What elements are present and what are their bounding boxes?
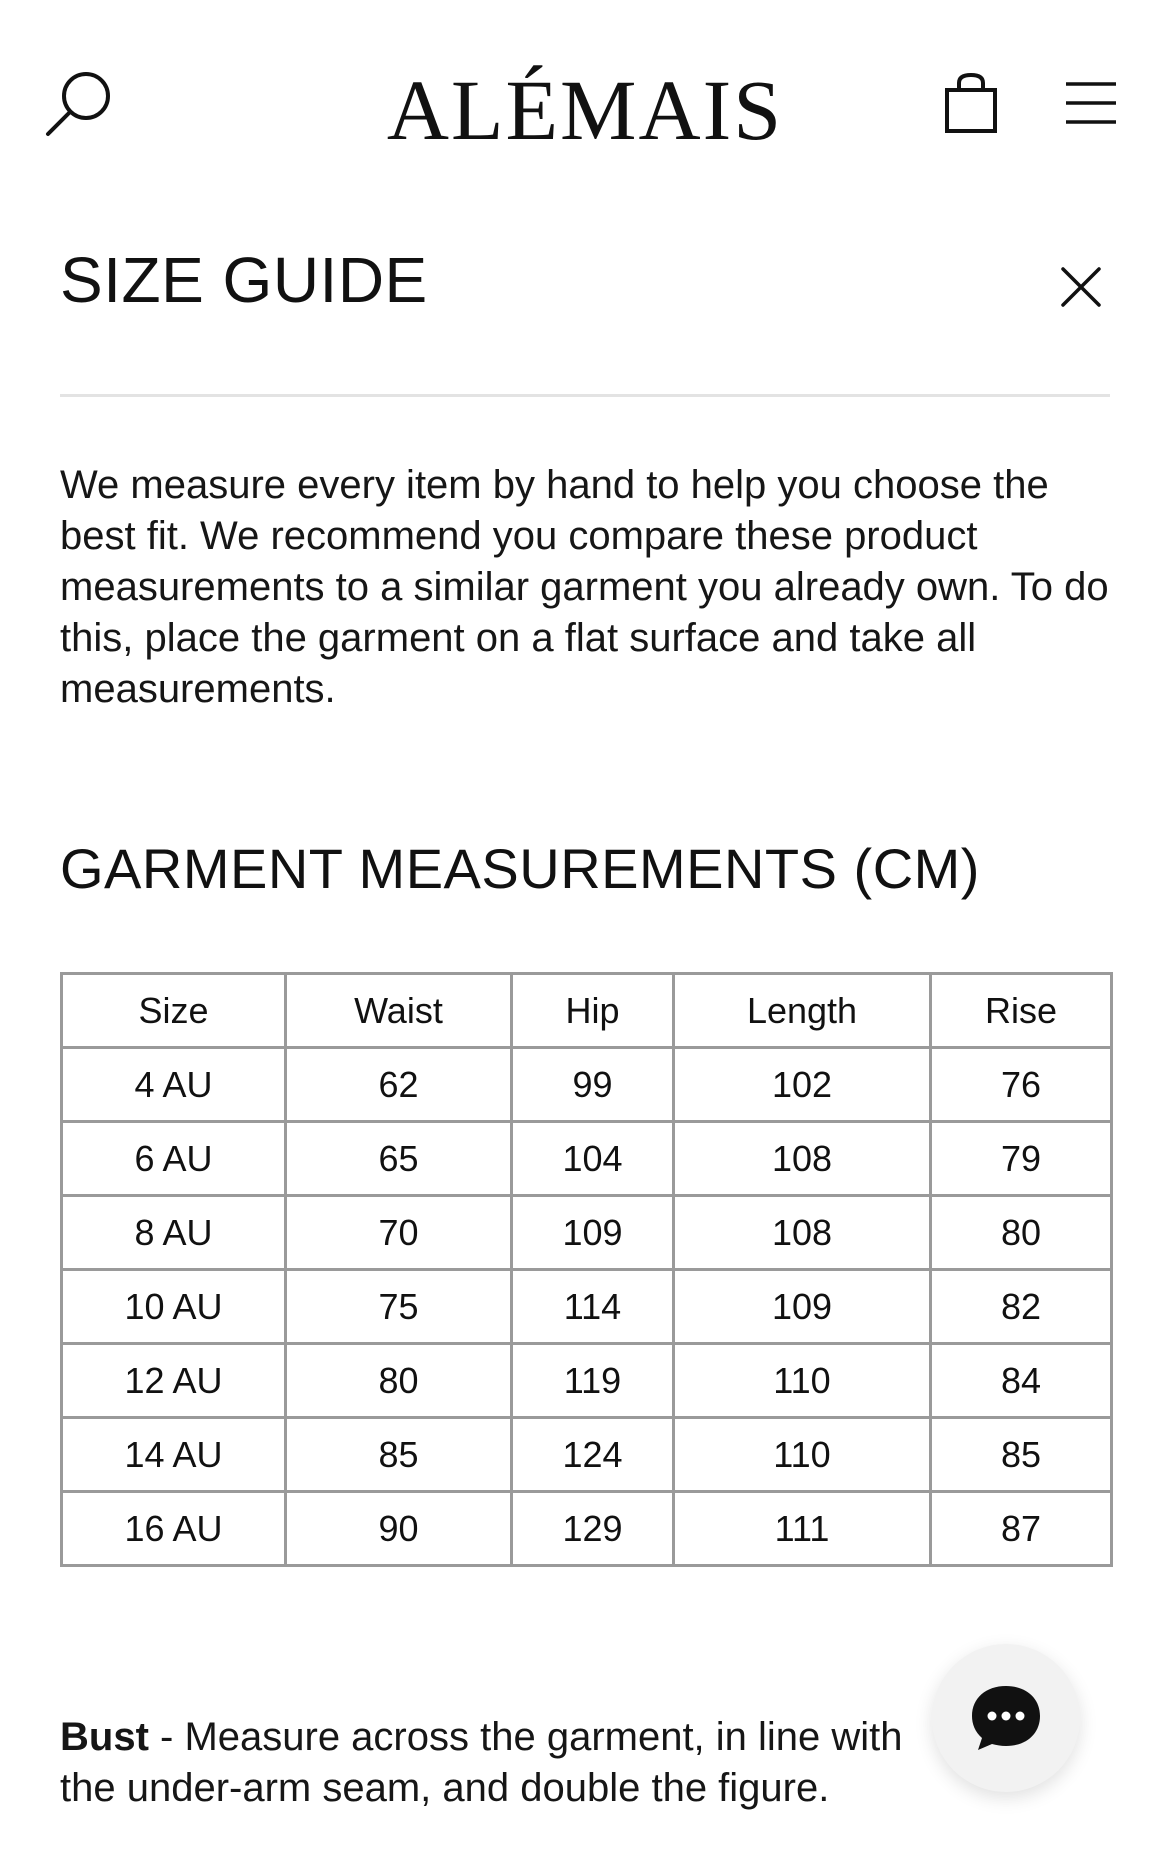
brand-logo[interactable]: ALÉMAIS (386, 62, 784, 158)
table-cell: 4 AU (62, 1048, 286, 1122)
table-cell: 114 (512, 1270, 674, 1344)
intro-text: We measure every item by hand to help you choose the best fit. We recommend you compare these product measurements to a similar garment you already own. To do this, place the garment on a flat surface and take all measurements. (60, 463, 1109, 711)
bust-text: - Measure across the garment, in line with the under-arm seam, and double the figure. (60, 1715, 903, 1810)
table-cell: 65 (286, 1122, 512, 1196)
table-cell: 85 (931, 1418, 1112, 1492)
size-guide-title: SIZE GUIDE (60, 244, 428, 316)
table-cell: 6 AU (62, 1122, 286, 1196)
table-cell: 8 AU (62, 1196, 286, 1270)
table-cell: 87 (931, 1492, 1112, 1566)
shopping-bag-icon[interactable] (944, 72, 998, 134)
table-row (62, 1344, 1112, 1418)
table-cell: 104 (512, 1122, 674, 1196)
table-cell: 111 (674, 1492, 931, 1566)
column-header: Waist (286, 974, 512, 1048)
table-cell: 129 (512, 1492, 674, 1566)
table-cell: 70 (286, 1196, 512, 1270)
table-cell: 102 (674, 1048, 931, 1122)
site-header (0, 0, 1170, 200)
measurements-title: GARMENT MEASUREMENTS (CM) (60, 837, 980, 900)
chat-bubble-icon (970, 1682, 1042, 1754)
table-cell: 84 (931, 1344, 1112, 1418)
bust-instruction (60, 1712, 960, 1814)
header-divider (60, 394, 1110, 397)
table-cell: 79 (931, 1122, 1112, 1196)
table-row (62, 1270, 1112, 1344)
table-cell: 108 (674, 1122, 931, 1196)
table-cell: 108 (674, 1196, 931, 1270)
close-icon[interactable] (1058, 264, 1104, 310)
table-cell: 110 (674, 1418, 931, 1492)
bust-label: Bust (60, 1715, 149, 1759)
column-header: Rise (931, 974, 1112, 1048)
table-row (62, 1122, 1112, 1196)
column-header: Hip (512, 974, 674, 1048)
table-cell: 82 (931, 1270, 1112, 1344)
table-row (62, 1048, 1112, 1122)
table-cell: 12 AU (62, 1344, 286, 1418)
table-cell: 75 (286, 1270, 512, 1344)
table-cell: 85 (286, 1418, 512, 1492)
table-cell: 10 AU (62, 1270, 286, 1344)
column-header: Length (674, 974, 931, 1048)
table-row (62, 1196, 1112, 1270)
table-cell: 99 (512, 1048, 674, 1122)
table-cell: 124 (512, 1418, 674, 1492)
column-header: Size (62, 974, 286, 1048)
table-cell: 14 AU (62, 1418, 286, 1492)
table-cell: 80 (286, 1344, 512, 1418)
table-cell: 119 (512, 1344, 674, 1418)
table-row (62, 1492, 1112, 1566)
table-cell: 80 (931, 1196, 1112, 1270)
hamburger-menu-icon[interactable] (1064, 80, 1118, 126)
table-cell: 76 (931, 1048, 1112, 1122)
chat-button[interactable] (932, 1644, 1080, 1792)
table-header-row (62, 974, 1112, 1048)
table-cell: 110 (674, 1344, 931, 1418)
table-cell: 16 AU (62, 1492, 286, 1566)
table-row (62, 1418, 1112, 1492)
measurements-table (60, 972, 1113, 1567)
table-cell: 62 (286, 1048, 512, 1122)
table-cell: 109 (512, 1196, 674, 1270)
table-cell: 90 (286, 1492, 512, 1566)
table-cell: 109 (674, 1270, 931, 1344)
